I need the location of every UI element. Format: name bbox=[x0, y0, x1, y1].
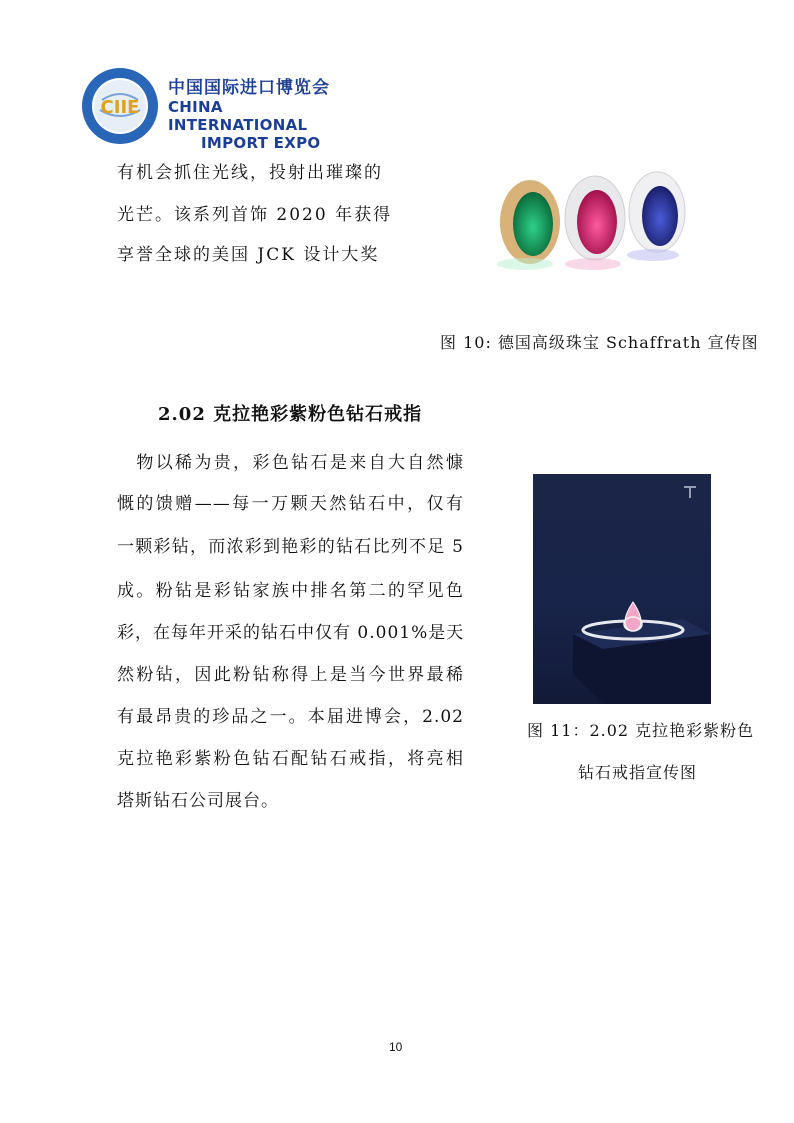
ciie-logo bbox=[80, 66, 350, 152]
figure11-caption-line1: 图 11：2.02 克拉艳彩紫粉色 bbox=[527, 721, 755, 740]
figure10-caption: 图 10: 德国高级珠宝 Schaffrath 宣传图 bbox=[440, 333, 759, 352]
logo-en-line2: IMPORT EXPO bbox=[201, 134, 321, 152]
body-line-3: 一颗彩钻，而浓彩到艳彩的钻石比列不足 5 bbox=[117, 537, 464, 557]
logo-en-line1: CHINA INTERNATIONAL bbox=[168, 98, 308, 134]
body-line-4: 成。粉钻是彩钻家族中排名第二的罕见色 bbox=[117, 581, 464, 601]
section-heading: 2.02 克拉艳彩紫粉色钻石戒指 bbox=[158, 404, 423, 425]
logo-cn: 中国国际进口博览会 bbox=[168, 78, 330, 98]
body-line-6: 然粉钻，因此粉钻称得上是当今世界最稀 bbox=[117, 665, 464, 685]
body-line-1: 物以稀为贵，彩色钻石是来自大自然慷 bbox=[117, 453, 464, 473]
pink-diamond-ring-photo bbox=[533, 474, 711, 704]
page-number: 10 bbox=[389, 1040, 403, 1054]
logo-text bbox=[168, 78, 350, 152]
body-line-8: 克拉艳彩紫粉色钻石配钻石戒指，将亮相 bbox=[117, 749, 464, 769]
pink-diamond-ring-image bbox=[533, 474, 711, 704]
body-line-5: 彩，在每年开采的钻石中仅有 0.001%是天 bbox=[117, 623, 465, 643]
figure11-caption-line2: 钻石戒指宣传图 bbox=[578, 763, 698, 782]
body-line-7: 有最昂贵的珍品之一。本届进博会，2.02 bbox=[117, 707, 464, 727]
intro-line-3: 享誉全球的美国 JCK 设计大奖 bbox=[117, 245, 380, 265]
intro-line-2: 光芒。该系列首饰 2020 年获得 bbox=[117, 205, 393, 225]
ciie-seal-icon bbox=[80, 66, 160, 146]
seal-text: CIIE bbox=[100, 97, 140, 118]
body-line-2: 慨的馈赠——每一万颗天然钻石中，仅有 bbox=[117, 494, 464, 514]
schaffrath-rings-image bbox=[485, 160, 705, 275]
body-line-9: 塔斯钻石公司展台。 bbox=[117, 791, 279, 811]
intro-line-1: 有机会抓住光线，投射出璀璨的 bbox=[117, 163, 383, 183]
brand-mark-icon bbox=[684, 486, 696, 498]
